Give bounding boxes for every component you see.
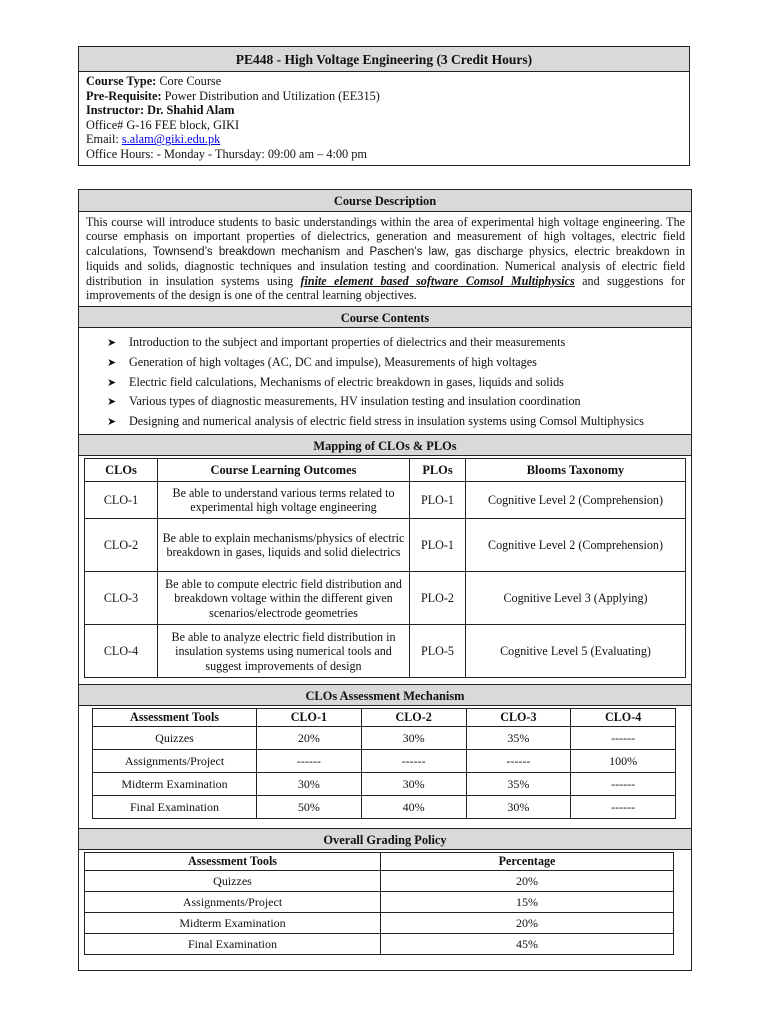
tool-cell: Quizzes bbox=[85, 871, 381, 892]
plo-cell: PLO-1 bbox=[410, 519, 466, 572]
course-type-label: Course Type: bbox=[86, 74, 157, 88]
column-header: PLOs bbox=[410, 459, 466, 482]
blooms-cell: Cognitive Level 2 (Comprehension) bbox=[466, 482, 686, 519]
contents-item: ➤ Various types of diagnostic measurements, HV insulation testing and insulation coordination bbox=[107, 392, 691, 412]
table-header-row bbox=[93, 709, 676, 727]
course-title: PE448 - High Voltage Engineering (3 Credit Hours) bbox=[79, 47, 689, 72]
table-row bbox=[85, 913, 674, 934]
clo-cell: CLO-1 bbox=[85, 482, 158, 519]
table-row bbox=[85, 934, 674, 955]
column-header: CLOs bbox=[85, 459, 158, 482]
instructor-name: Dr. Shahid Alam bbox=[147, 103, 235, 118]
description-and: and bbox=[346, 243, 364, 258]
value-cell: 30% bbox=[361, 727, 466, 750]
table-row bbox=[85, 625, 686, 678]
table-row bbox=[93, 727, 676, 750]
arrow-bullet-icon: ➤ bbox=[107, 395, 117, 409]
value-cell: 30% bbox=[257, 773, 362, 796]
clo-cell: CLO-3 bbox=[85, 572, 158, 625]
contents-item: ➤ Electric field calculations, Mechanisms of electric breakdown in gases, liquids and solids bbox=[107, 373, 691, 393]
course-type-value: Core Course bbox=[159, 74, 222, 88]
value-cell: ------ bbox=[571, 796, 676, 819]
email-link[interactable]: s.alam@giki.edu.pk bbox=[121, 132, 221, 147]
clo-assessment-table bbox=[92, 708, 676, 819]
value-cell: 30% bbox=[466, 796, 571, 819]
course-contents-header: Course Contents bbox=[79, 306, 691, 328]
outcome-cell: Be able to compute electric field distribution and breakdown voltage within the different given scenarios/electrode geometries bbox=[158, 572, 410, 625]
description-part-1: This course will introduce students to basic understandings within the area of experimental high voltage engineering. The course emphasis on important properties of dielectrics, generation and measurement of high voltages, electric field calculations, bbox=[86, 215, 685, 258]
column-header: CLO-1 bbox=[257, 709, 362, 727]
description-part-2: , gas discharge physics, electric breakdown in liquids and solids, diagnostic techniques and insulation testing and coordination. Numerical analysis of electric field distribution in insulation systems using bbox=[86, 243, 686, 288]
table-row bbox=[93, 773, 676, 796]
value-cell: 30% bbox=[361, 773, 466, 796]
tool-cell: Midterm Examination bbox=[85, 913, 381, 934]
value-cell: ------ bbox=[257, 750, 362, 773]
outcome-cell: Be able to analyze electric field distribution in insulation systems using numerical tools and suggest improvements of design bbox=[158, 625, 410, 678]
value-cell: 50% bbox=[257, 796, 362, 819]
course-contents-list bbox=[79, 328, 691, 434]
instructor-line bbox=[86, 103, 682, 118]
tool-cell: Final Examination bbox=[85, 934, 381, 955]
prereq-line bbox=[86, 89, 682, 104]
contents-item: ➤ Introduction to the subject and important properties of dielectrics and their measurements bbox=[107, 333, 691, 353]
clo-cell: CLO-4 bbox=[85, 625, 158, 678]
grading-policy-table bbox=[84, 852, 674, 955]
course-info-box bbox=[78, 46, 690, 166]
comsol-emphasis: finite element based software Comsol Multiphysics bbox=[300, 273, 575, 288]
office-line: Office# G-16 FEE block, GIKI bbox=[86, 117, 240, 132]
tool-cell: Final Examination bbox=[93, 796, 257, 819]
column-header: Assessment Tools bbox=[85, 853, 381, 871]
table-row bbox=[85, 572, 686, 625]
blooms-cell: Cognitive Level 2 (Comprehension) bbox=[466, 519, 686, 572]
arrow-bullet-icon: ➤ bbox=[107, 375, 117, 389]
value-cell: 35% bbox=[466, 773, 571, 796]
column-header: CLO-3 bbox=[466, 709, 571, 727]
prereq-label: Pre-Requisite: bbox=[86, 88, 162, 103]
arrow-bullet-icon: ➤ bbox=[107, 356, 117, 370]
course-description-header: Course Description bbox=[79, 190, 691, 212]
table-row bbox=[85, 892, 674, 913]
table-row bbox=[93, 796, 676, 819]
tool-cell: Midterm Examination bbox=[93, 773, 257, 796]
percentage-cell: 20% bbox=[381, 913, 674, 934]
column-header: CLO-2 bbox=[361, 709, 466, 727]
townsend-term: Townsend’s breakdown mechanism bbox=[152, 245, 341, 258]
column-header: Assessment Tools bbox=[93, 709, 257, 727]
percentage-cell: 45% bbox=[381, 934, 674, 955]
column-header: CLO-4 bbox=[571, 709, 676, 727]
assessment-header: CLOs Assessment Mechanism bbox=[79, 684, 691, 706]
plo-cell: PLO-1 bbox=[410, 482, 466, 519]
tool-cell: Assignments/Project bbox=[85, 892, 381, 913]
table-header-row bbox=[85, 459, 686, 482]
table-row bbox=[85, 519, 686, 572]
column-header: Percentage bbox=[381, 853, 674, 871]
table-header-row bbox=[85, 853, 674, 871]
course-details-box bbox=[78, 189, 692, 971]
outcome-cell: Be able to explain mechanisms/physics of electric breakdown in gases, liquids and solid dielectrics bbox=[158, 519, 410, 572]
outcome-cell: Be able to understand various terms related to experimental high voltage engineering bbox=[158, 482, 410, 519]
blooms-cell: Cognitive Level 3 (Applying) bbox=[466, 572, 686, 625]
percentage-cell: 15% bbox=[381, 892, 674, 913]
plo-cell: PLO-5 bbox=[410, 625, 466, 678]
mapping-header: Mapping of CLOs & PLOs bbox=[79, 434, 691, 456]
clo-cell: CLO-2 bbox=[85, 519, 158, 572]
contents-item: ➤ Designing and numerical analysis of electric field stress in insulation systems using Comsol Multiphysics bbox=[107, 412, 691, 432]
value-cell: 100% bbox=[571, 750, 676, 773]
course-type-line bbox=[86, 74, 682, 89]
value-cell: ------ bbox=[466, 750, 571, 773]
column-header: Blooms Taxonomy bbox=[466, 459, 686, 482]
column-header: Course Learning Outcomes bbox=[158, 459, 410, 482]
table-row bbox=[93, 750, 676, 773]
value-cell: ------ bbox=[571, 727, 676, 750]
tool-cell: Quizzes bbox=[93, 727, 257, 750]
blooms-cell: Cognitive Level 5 (Evaluating) bbox=[466, 625, 686, 678]
office-hours-line: Office Hours: - Monday - Thursday: 09:00 am – 4:00 pm bbox=[86, 146, 367, 161]
plo-cell: PLO-2 bbox=[410, 572, 466, 625]
value-cell: 40% bbox=[361, 796, 466, 819]
arrow-bullet-icon: ➤ bbox=[107, 414, 117, 428]
value-cell: 20% bbox=[257, 727, 362, 750]
description-part-3: and suggestions for improvements of the design is one of the central learning objectives. bbox=[86, 273, 685, 303]
value-cell: 35% bbox=[466, 727, 571, 750]
table-row bbox=[85, 482, 686, 519]
instructor-label: Instructor: bbox=[86, 103, 145, 118]
prereq-value: Power Distribution and Utilization (EE315) bbox=[164, 88, 380, 103]
value-cell: ------ bbox=[571, 773, 676, 796]
grading-header: Overall Grading Policy bbox=[79, 828, 691, 850]
clo-plo-mapping-table bbox=[84, 458, 686, 678]
contents-item: ➤ Generation of high voltages (AC, DC and impulse), Measurements of high voltages bbox=[107, 353, 691, 373]
email-label: Email: bbox=[86, 132, 119, 147]
value-cell: ------ bbox=[361, 750, 466, 773]
table-row bbox=[85, 871, 674, 892]
course-info bbox=[79, 72, 689, 164]
email-line bbox=[86, 132, 682, 147]
course-description-text bbox=[79, 212, 691, 306]
tool-cell: Assignments/Project bbox=[93, 750, 257, 773]
paschen-term: Paschen’s law bbox=[369, 245, 446, 258]
arrow-bullet-icon: ➤ bbox=[107, 336, 117, 350]
percentage-cell: 20% bbox=[381, 871, 674, 892]
